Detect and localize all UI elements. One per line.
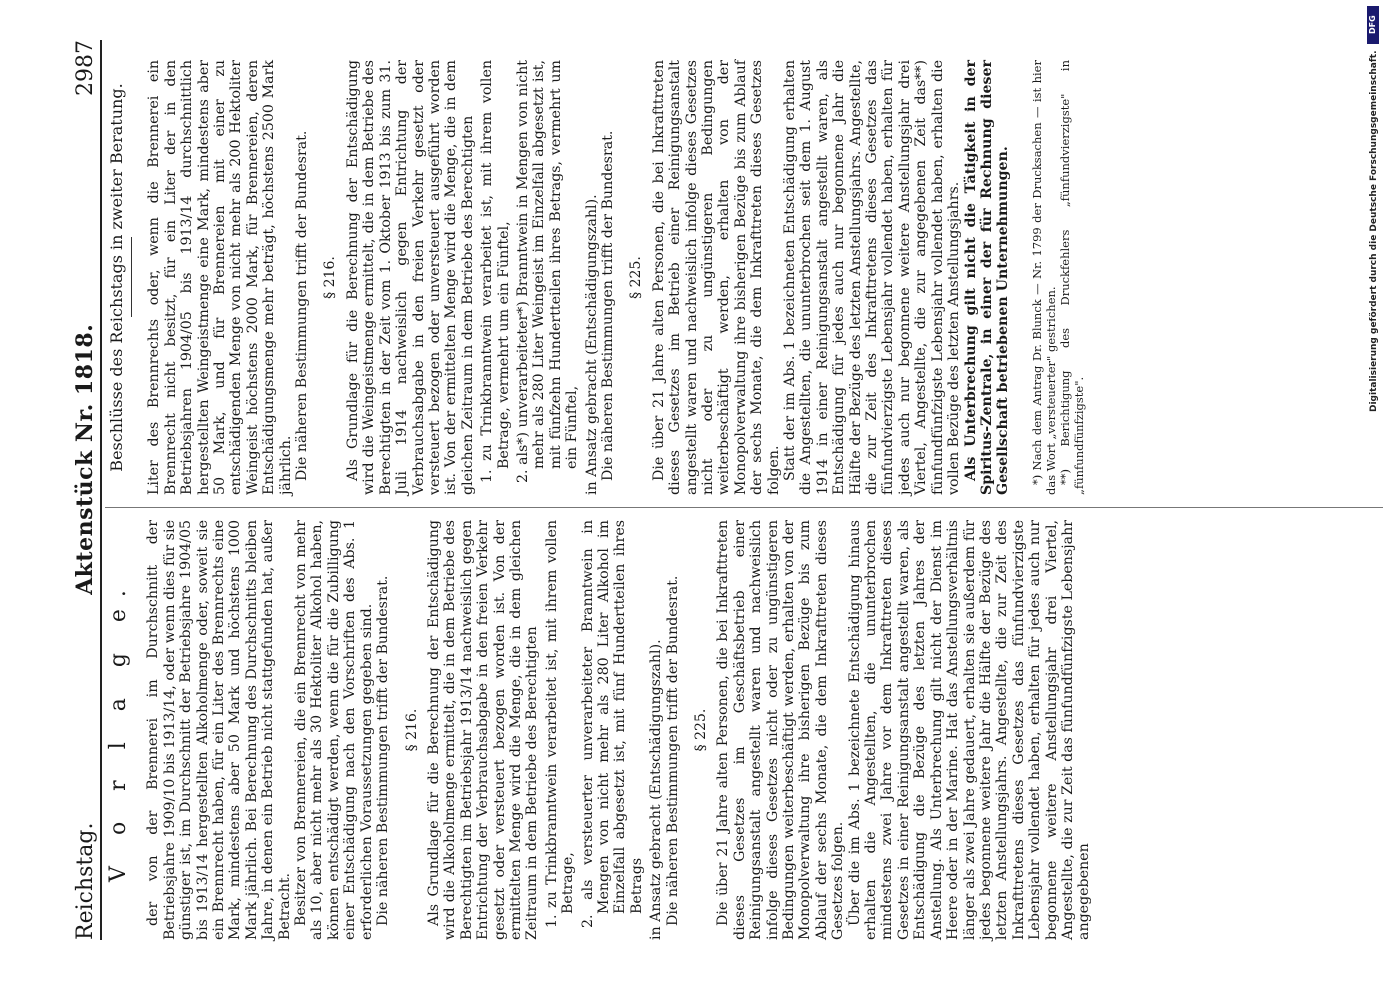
header-left: Reichstag. [72, 822, 98, 940]
right-section-225-paragraph-2: Statt der im Abs. 1 bezeichneten Entschädigung erhalten die Angestellten, die ununterbrochen seit dem 1. August 1914 in einer Reinigungsanstalt angestellt waren, als Entschädigung für jedes auch nur begonnene Jahr die Hälfte der Bezüge des letzten Anstellungsjahrs. Angestellte, die zur Zeit des Inkrafttretens dieses Gesetzes das fünfundvierzigste Lebensjahr vollendet haben, erhalten für jedes auch nur begonnene weitere Anstellungsjahr drei Viertel, Angestellte, die zur angegebenen Zeit das**) fünfundfünfzigste Lebensjahr vollendet haben, erhalten die vollen Bezüge des letzten Anstellungsjahrs. [782, 60, 963, 495]
right-section-216-tail: in Ansatz gebracht (Entschädigungszahl). [583, 194, 600, 495]
footnotes [1030, 60, 1086, 495]
left-section-216-final: Die näheren Bestimmungen trifft der Bundesrat. [664, 575, 681, 926]
right-section-216-item-1: 1. zu Trinkbranntwein verarbeitet ist, mit ihrem vollen Betrage, vermehrt um ein Fünftel, [479, 60, 512, 483]
page-header [70, 40, 102, 940]
digitization-credit [1363, 0, 1383, 1000]
left-intro-paragraph-2: Besitzer von Brennereien, die ein Brennrecht von mehr als 10, aber nicht mehr als 30 Hektoliter Alkohol haben, können entschädigt werden, wenn die für die Zubilligung einer Entschädigung nach den Vorschriften des Abs. 1 erforderlichen Voraussetzungen gegeben sind. [293, 520, 375, 940]
left-section-225-paragraph-2: Über die im Abs. 1 bezeichnete Entschädigung hinaus erhalten die Angestellten, die ununterbrochen mindestens zwei Jahre vor dem Inkrafttreten dieses Gesetzes in einer Reinigungsanstalt angestellt waren, als Entschädigung die Bezüge des letzten Jahres der Anstellung. Als Unterbrechung gilt nicht der Dienst im Heere oder in der Marine. Hat das Anstellungsverhältnis länger als zwei Jahre gedauert, erhalten sie außerdem für jedes begonnene weitere Jahr die Hälfte der Bezüge des letzten Anstellungsjahrs. Angestellte, die zur Zeit des Inkrafttretens dieses Gesetzes das fünfundvierzigste Lebensjahr vollendet haben, erhalten für jedes auch nur begonnene weitere Anstellungsjahr drei Viertel, Angestellte, die zur Zeit das fünfundfünfzigste Lebensjahr angegebenen [846, 520, 1093, 940]
dfg-logo: DFG [1367, 6, 1379, 44]
right-section-216-item-2: 2. als*) unverarbeiteter*) Branntwein in Mengen von nicht mehr als 280 Liter Weingeist im Einzelfall abgesetzt ist, mit fünfzehn Hundertteilen ihres Betrags, vermehrt um ein Fünftel, [514, 60, 581, 483]
left-section-216-heading: § 216. [403, 708, 420, 752]
right-section-225-heading: § 225. [628, 256, 645, 299]
left-intro-paragraph-1: der von der Brennerei im Durchschnitt der Betriebsjahre 1909/10 bis 1913/14, oder wenn dies für sie günstiger ist, im Durchschnitt der Betriebsjahre 1904/05 bis 1913/14 hergestellten Alkoholmenge oder, soweit sie ein Brennrecht haben, für ein Liter des Brennrechts eine Mark, mindestens aber 50 Mark und höchstens 1000 Mark jährlich. Bei Berechnung des Durchschnitts bleiben Jahre, in denen ein Betrieb nicht stattgefunden hat, außer Betracht. [145, 520, 293, 940]
right-column [105, 60, 1086, 495]
page-number: 2987 [72, 40, 98, 97]
left-column-title: V o r l a g e. [106, 578, 131, 882]
footnote-2: **) Berichtigung des Druckfehlers „fünfundvierzigste" in „fünfundfünfzigste". [1057, 60, 1086, 495]
header-title: Aktenstück Nr. 1818. [72, 323, 98, 595]
right-section-216-heading: § 216. [322, 256, 339, 299]
left-intro-paragraph-3: Die näheren Bestimmungen trifft der Bundesrat. [375, 575, 392, 926]
right-section-216-final: Die näheren Bestimmungen trifft der Bundesrat. [599, 130, 616, 481]
left-section-216-tail: in Ansatz gebracht (Entschädigungszahl). [648, 639, 665, 940]
left-section-216-text: Als Grundlage für die Berechnung der Entschädigung wird die Alkoholmenge ermittelt, die in dem Betriebe des Berechtigten im Betriebsjahr 1913/14 nachweislich gegen Entrichtung der Verbrauchsabgabe in den freien Verkehr gesetzt oder versteuert bezogen worden ist. Von der ermittelten Menge wird die Menge, die in dem gleichen Zeitraum in dem Betriebe des Berechtigten [425, 520, 541, 940]
left-column [105, 520, 1093, 940]
title-rule [131, 238, 132, 318]
left-section-216-item-2: 2. als versteuerter unverarbeiteter Branntwein in Mengen von nicht mehr als 280 Liter Alkohol im Einzelfall abgesetzt ist, mit fünf Hundertteilen ihres Betrags [579, 520, 645, 928]
left-section-216-item-1: 1. zu Trinkbranntwein verarbeitet ist, mit ihrem vollen Betrage, [543, 520, 577, 928]
right-section-225-paragraph-3: Als Unterbrechung gilt nicht die Tätigkeit in der Spiritus-Zentrale, in einer der für Rechnung dieser Gesellschaft betriebenen Unternehmungen. [962, 60, 1012, 495]
left-section-225-paragraph-1: Die über 21 Jahre alten Personen, die bei Inkrafttreten dieses Gesetzes im Geschäftsbetrieb einer Reinigungsanstalt angestellt waren und nachweislich infolge dieses Gesetzes nicht oder zu ungünstigeren Bedingungen weiterbeschäftigt werden, erhalten von der Monopolverwaltung ihre bisherigen Bezüge bis zum Ablauf der sechs Monate, die dem Inkrafttreten dieses Gesetzes folgen. [715, 520, 847, 940]
right-section-216-text: Als Grundlage für die Berechnung der Entschädigung wird die Weingeistmenge ermittelt, die in dem Betriebe des Berechtigten in der Zeit vom 1. Oktober 1913 bis zum 31. Juli 1914 nachweislich gegen Entrichtung der Verbrauchsabgabe in den freien Verkehr gesetzt oder versteuert bezogen oder unversteuert ausgeführt worden ist. Von der ermittelten Menge wird die Menge, die in dem gleichen Zeitraum in dem Betriebe des Berechtigten [344, 60, 476, 495]
right-intro-paragraph-2: Die näheren Bestimmungen trifft der Bundesrat. [294, 130, 311, 481]
right-intro-paragraph-1: Liter des Brennrechts oder, wenn die Brennerei ein Brennrecht nicht besitzt, für ein Liter der in den Betriebsjahren 1904/05 bis 1913/14 durchschnittlich hergestellten Weingeistmenge eine Mark, mindestens aber 50 Mark, und für Brennereien mit einer zu entschädigenden Menge von nicht mehr als 200 Hektoliter Weingeist höchstens 2000 Mark, für Brennereien, deren Entschädigungsmenge mehr beträgt, höchstens 2500 Mark jährlich. [146, 60, 294, 495]
credit-text: Digitalisierung gefördert durch die Deutsche Forschungsgemeinschaft. [1369, 50, 1379, 412]
footnote-1: *) Nach dem Antrag Dr. Blunck — Nr. 1799 der Drucksachen — ist hier das Wort „versteuerter" gestrichen. [1029, 60, 1058, 495]
right-column-title: Beschlüsse des Reichstags in zweiter Beratung. [107, 83, 126, 472]
left-section-225-heading: § 225. [693, 708, 709, 752]
right-section-225-paragraph-1: Die über 21 Jahre alten Personen, die bei Inkrafttreten dieses Gesetzes im Betrieb einer Reinigungsanstalt angestellt waren und nachweislich infolge dieses Gesetzes nicht oder zu ungünstigeren Bedingungen weiterbeschäftigt werden, erhalten von der Monopolverwaltung ihre bisherigen Bezüge bis zum Ablauf der sechs Monate, die dem Inkrafttreten dieses Gesetzes folgen. [650, 60, 782, 495]
column-divider [105, 507, 1383, 508]
